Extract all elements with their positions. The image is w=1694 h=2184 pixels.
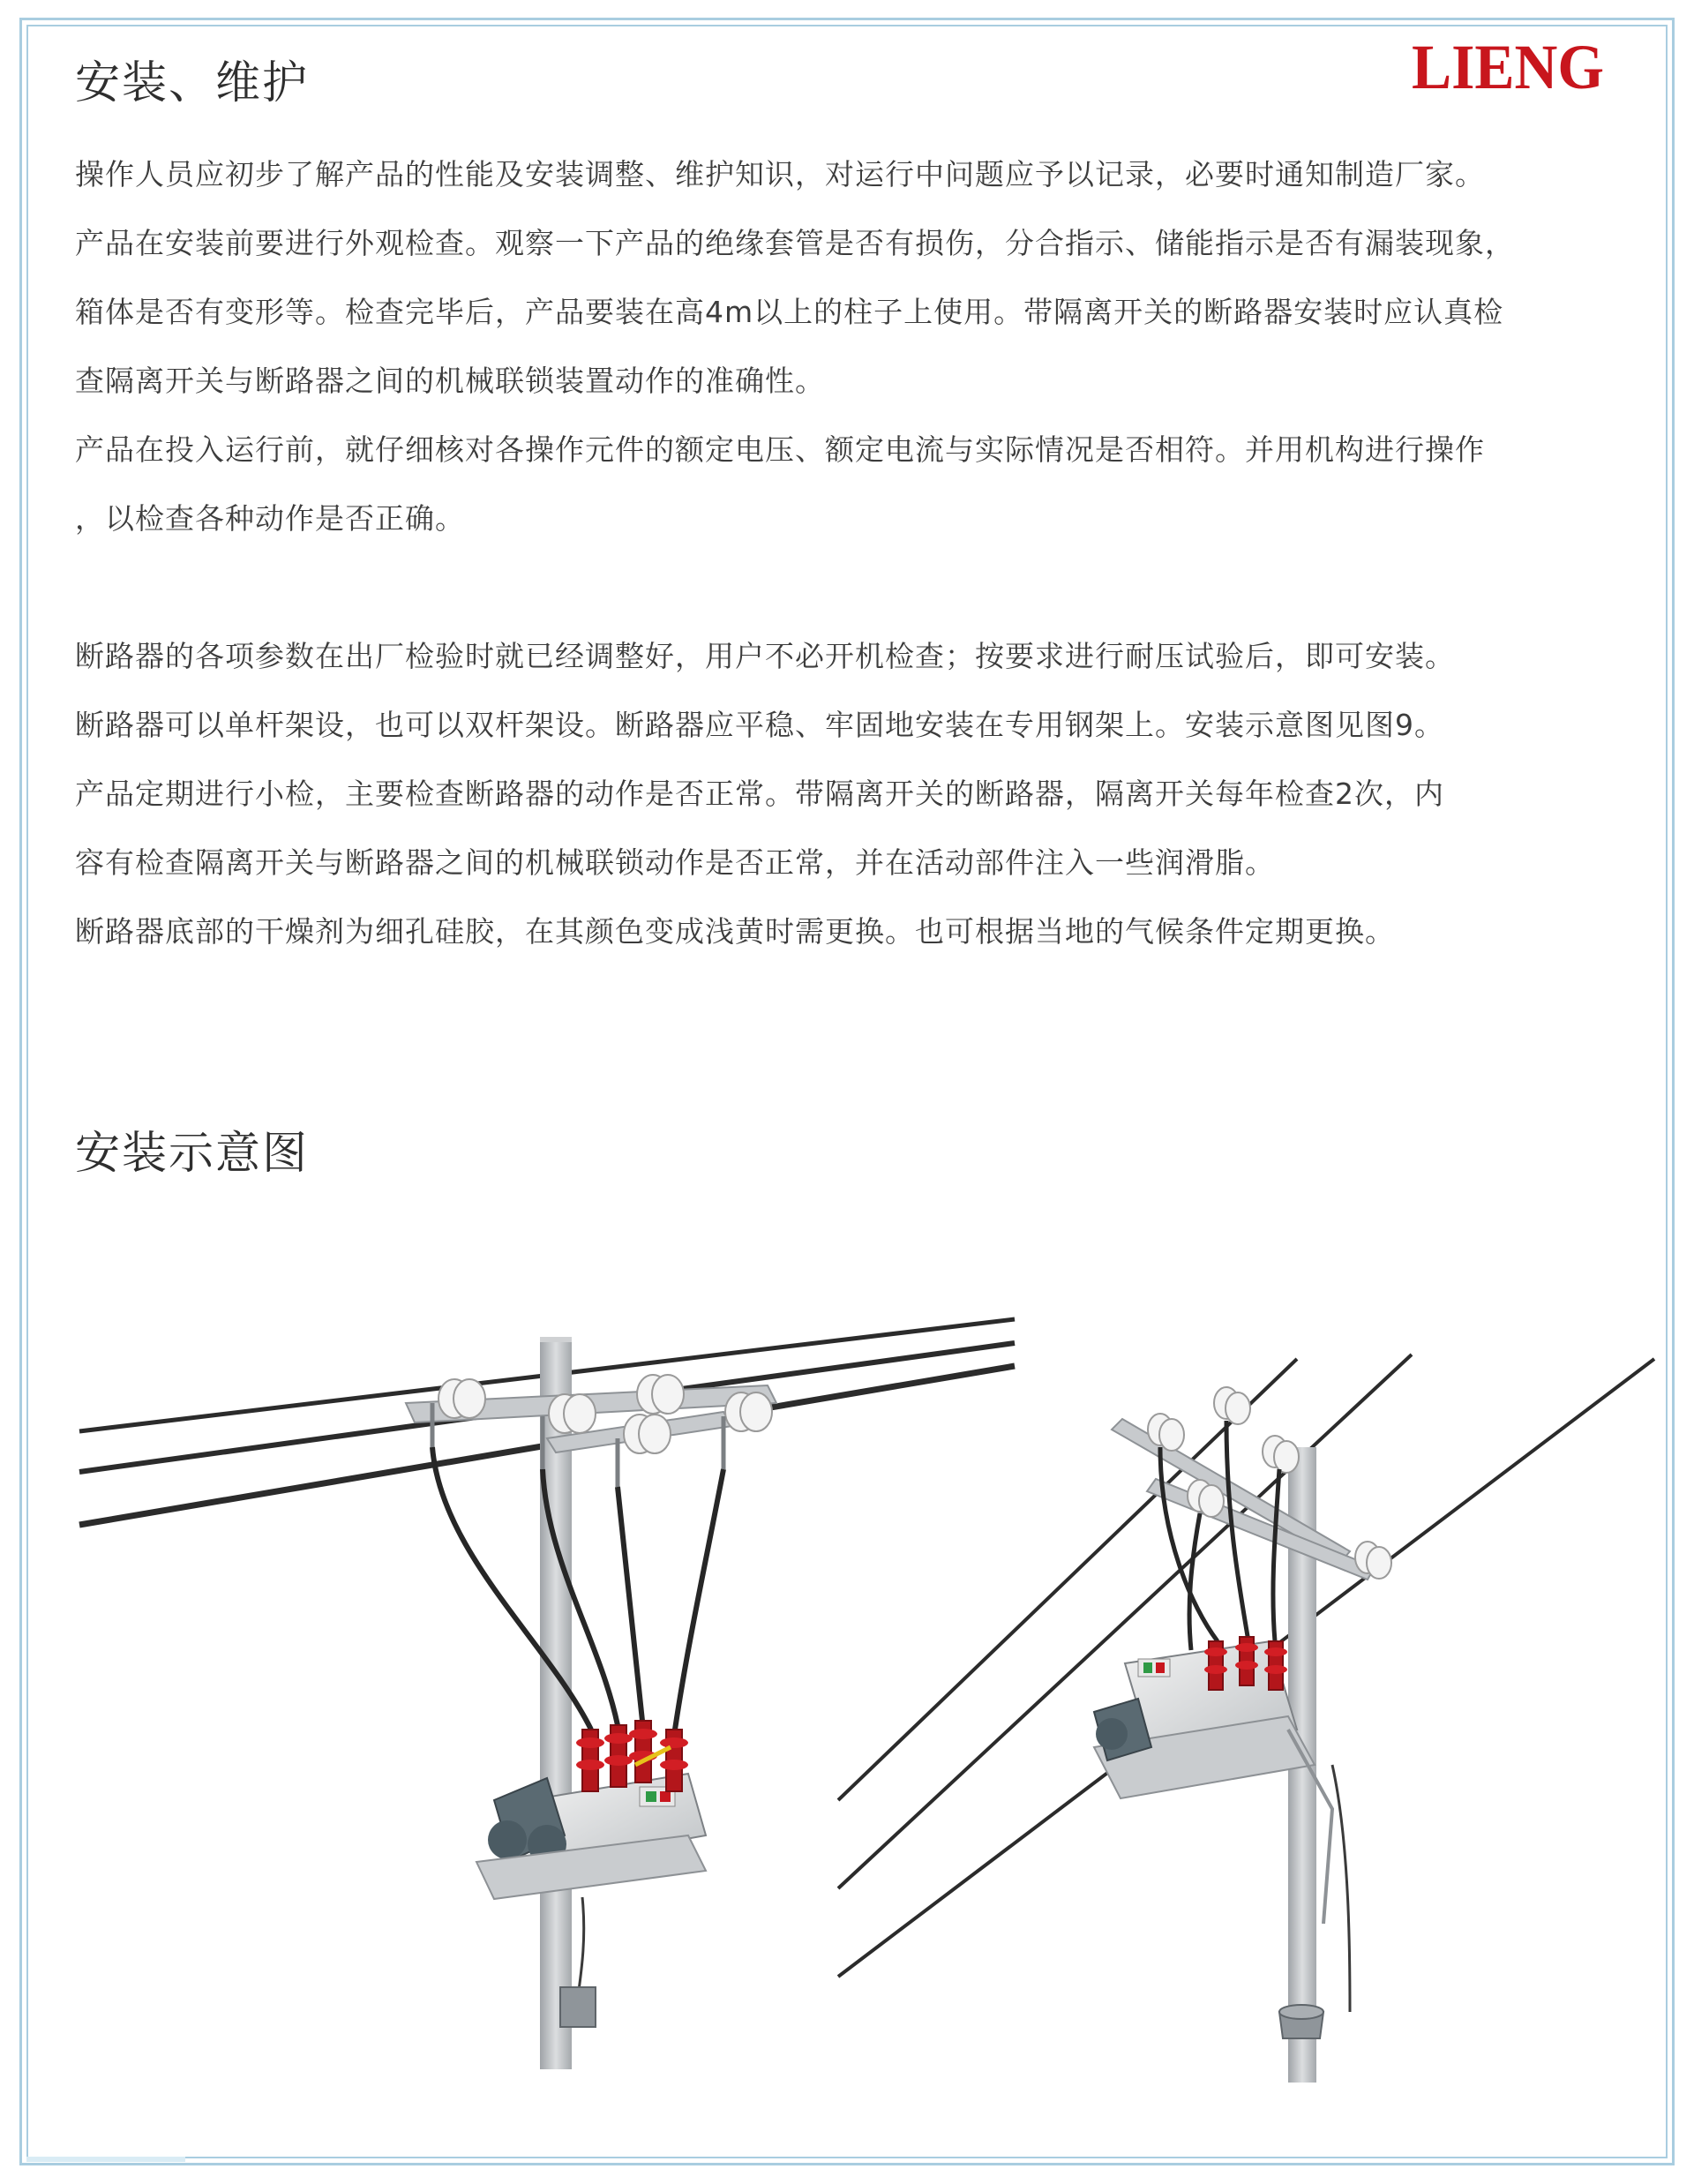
paragraph-line: 断路器可以单杆架设，也可以双杆架设。断路器应平稳、牢固地安装在专用钢架上。安装示意图见图9。 [75, 708, 1444, 742]
nameplate [1138, 1659, 1170, 1677]
footer-strip [26, 2157, 185, 2162]
section-title: 安装示意图 [75, 1128, 310, 1180]
paragraph-line: ，以检查各种动作是否正确。 [75, 501, 465, 536]
page-title: 安装、维护 [75, 57, 310, 109]
drop-leads [432, 1447, 723, 1730]
paragraph-line: 产品在安装前要进行外观检查。观察一下产品的绝缘套管是否有损伤，分合指示、储能指示是否有漏装现象， [75, 226, 1515, 260]
brand-logo [1412, 34, 1606, 95]
installation-diagram [53, 1271, 1659, 2109]
single-pole-installation [79, 1319, 1015, 2069]
logo-text: LIENG [1412, 34, 1604, 95]
paragraph-line: 操作人员应初步了解产品的性能及安装调整、维护知识，对运行中问题应予以记录，必要时通知制造厂家。 [75, 157, 1485, 191]
paragraph-line: 容有检查隔离开关与断路器之间的机械联锁动作是否正常，并在活动部件注入一些润滑脂。 [75, 845, 1275, 880]
control-box [560, 1987, 596, 2027]
paragraph-line: 查隔离开关与断路器之间的机械联锁装置动作的准确性。 [75, 364, 825, 398]
paragraph-line: 产品定期进行小检，主要检查断路器的动作是否正常。带隔离开关的断路器，隔离开关每年检查2次，内 [75, 777, 1444, 811]
paragraph-line: 箱体是否有变形等。检查完毕后，产品要装在高4m以上的柱子上使用。带隔离开关的断路器安装时应认真检 [75, 295, 1504, 329]
paragraph-line: 断路器底部的干燥剂为细孔硅胶，在其颜色变成浅黄时需更换。也可根据当地的气候条件定期更换。 [75, 914, 1395, 949]
paragraph-line: 断路器的各项参数在出厂检验时就已经调整好，用户不必开机检查；按要求进行耐压试验后，即可安装。 [75, 639, 1455, 673]
paragraph-line: 产品在投入运行前，就仔细核对各操作元件的额定电压、额定电流与实际情况是否相符。并用机构进行操作 [75, 432, 1485, 467]
double-pole-installation [838, 1355, 1654, 2083]
line-insulators [1148, 1387, 1391, 1579]
